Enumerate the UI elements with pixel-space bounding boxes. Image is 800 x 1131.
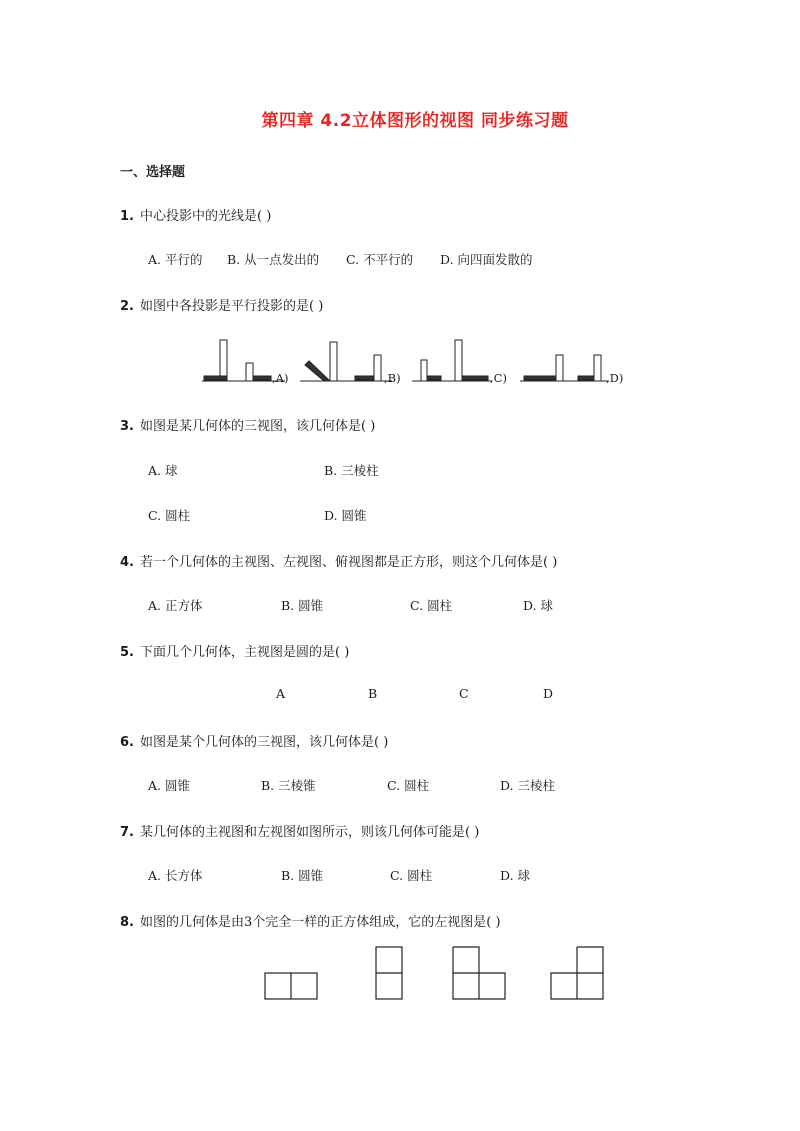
option-b: B. 圆锥	[281, 868, 324, 883]
view-option-b	[376, 947, 402, 999]
figure-b	[300, 342, 392, 381]
question-4	[120, 551, 557, 570]
option-a: A. 平行的	[148, 252, 203, 267]
question-number: 8.	[120, 915, 134, 930]
option-b: B. 三棱柱	[324, 463, 379, 478]
option-b: B. 三棱锥	[261, 778, 316, 793]
question-text: 若一个几何体的主视图、左视图、俯视图都是正方形，则这个几何体是( )	[139, 555, 558, 570]
view-option-d	[551, 947, 603, 999]
figure-label-a: ,A)	[272, 371, 289, 385]
question-5	[120, 641, 349, 660]
question-text: 中心投影中的光线是( )	[139, 209, 272, 224]
question-number: 4.	[120, 555, 134, 570]
question-text: 如图的几何体是由3个完全一样的正方体组成，它的左视图是( )	[139, 915, 501, 930]
option-d: D. 球	[523, 598, 554, 613]
question-8	[120, 911, 501, 930]
option-b: B. 圆锥	[281, 598, 324, 613]
option-c: C. 圆柱	[390, 868, 433, 883]
question-number: 7.	[120, 825, 134, 840]
option-d: D. 球	[500, 868, 531, 883]
figure-d	[520, 355, 609, 381]
question-7	[120, 821, 479, 840]
question-number: 5.	[120, 645, 134, 660]
view-option-c	[453, 947, 505, 999]
option-c: C. 圆柱	[387, 778, 430, 793]
question-3	[120, 415, 375, 434]
option-d: D	[543, 686, 554, 701]
question-number: 6.	[120, 735, 134, 750]
option-c: C. 不平行的	[346, 252, 414, 267]
left-view-figures	[0, 940, 800, 1010]
question-1	[120, 205, 271, 224]
option-c: C. 圆柱	[410, 598, 453, 613]
option-d: D. 向四面发散的	[440, 252, 533, 267]
question-2	[120, 295, 323, 314]
option-a: A. 正方体	[148, 598, 203, 613]
figure-c	[412, 340, 492, 381]
question-text: 如图是某个几何体的三视图，该几何体是( )	[139, 735, 389, 750]
question-6	[120, 731, 388, 750]
page-title: 第四章 4.2立体图形的视图 同步练习题	[261, 111, 569, 131]
option-b: B. 从一点发出的	[227, 252, 320, 267]
question-text: 某几何体的主视图和左视图如图所示，则该几何体可能是( )	[139, 825, 480, 840]
option-a: A. 长方体	[148, 868, 203, 883]
question-text: 如图是某几何体的三视图，该几何体是( )	[139, 419, 376, 434]
option-d: D. 三棱柱	[500, 778, 556, 793]
option-d: D. 圆锥	[324, 508, 367, 523]
figure-label-b: ,B)	[384, 371, 401, 385]
figure-label-d: ,D)	[606, 371, 624, 385]
option-a: A. 圆锥	[148, 778, 190, 793]
option-c: C. 圆柱	[148, 508, 191, 523]
figure-label-c: ,C)	[490, 371, 507, 385]
option-b: B	[368, 686, 378, 701]
section-heading: 一、选择题	[120, 165, 186, 180]
question-number: 1.	[120, 209, 134, 224]
option-a: A	[276, 686, 286, 701]
option-c: C	[459, 686, 469, 701]
question-text: 下面几个几何体，主视图是圆的是( )	[139, 645, 350, 660]
question-number: 3.	[120, 419, 134, 434]
question-text: 如图中各投影是平行投影的是( )	[139, 299, 324, 314]
view-option-a	[265, 973, 317, 999]
option-a: A. 球	[148, 463, 178, 478]
question-number: 2.	[120, 299, 134, 314]
